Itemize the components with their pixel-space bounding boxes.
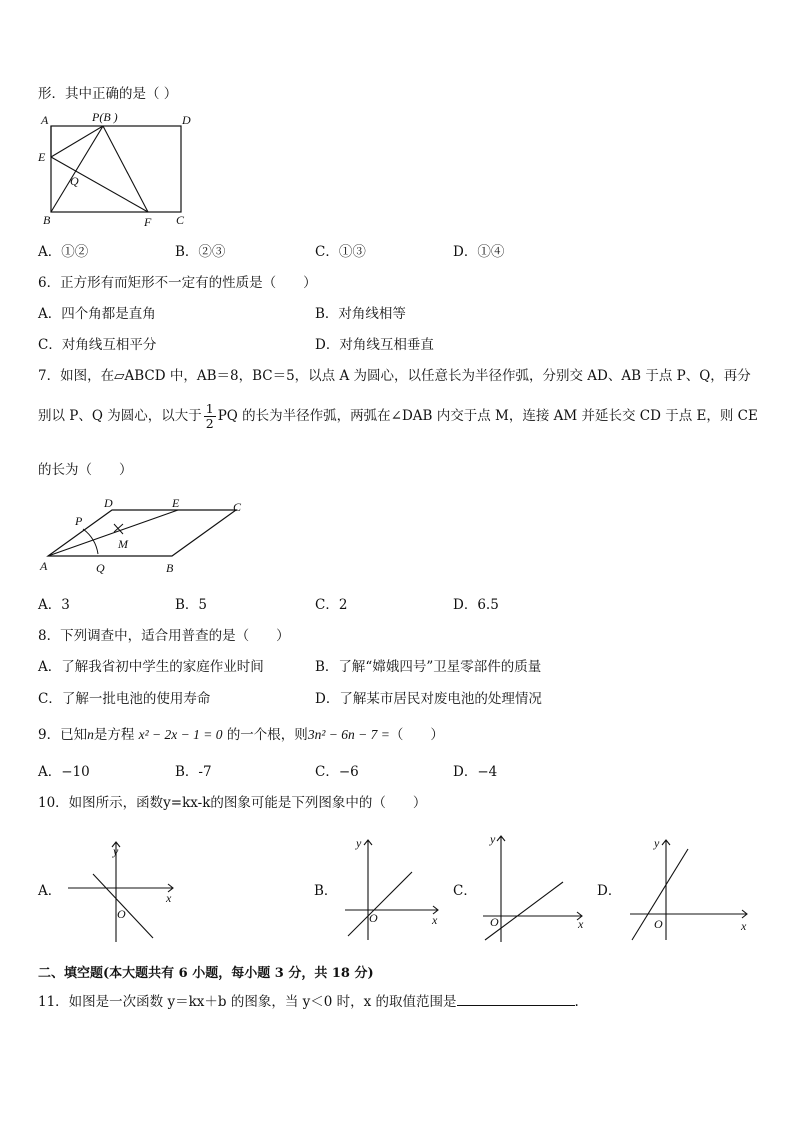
q10-stem: 10．如图所示，函数y=kx-k的图象可能是下列图象中的（ ） [38, 795, 427, 811]
q6-option-c[interactable]: C．对角线互相平分 [38, 337, 157, 353]
q9-option-a[interactable]: A．−10 [38, 764, 90, 780]
q9-expression: 3n² − 6n − 7 = [307, 727, 390, 742]
q10-c-x-label: x [578, 917, 584, 931]
q5-label-c: C [176, 213, 185, 227]
q10-a-origin: O [117, 907, 126, 921]
q10-b-origin: O [369, 911, 378, 925]
q7-figure [30, 492, 270, 584]
q7-line-ae [48, 510, 178, 556]
q9-text-d: （ ） [389, 727, 444, 743]
q11-answer-blank[interactable] [457, 991, 575, 1006]
q7-frac-num: 1 [205, 401, 214, 416]
q9-equation: x² − 2x − 1 = 0 [138, 727, 223, 742]
q9-n: n [87, 727, 94, 742]
q7-line1: 7．如图，在▱ABCD 中，AB＝8，BC＝5，以点 A 为圆心，以任意长为半径作弧，分别交 AD、AB 于点 P、Q，再分 [38, 368, 751, 384]
q5-label-d: D [182, 113, 191, 127]
q5-label-e: E [38, 150, 46, 164]
q7-option-b[interactable]: B．5 [175, 597, 208, 613]
q11-text: 11．如图是一次函数 y＝kx＋b 的图象，当 y＜0 时，x 的取值范围是 [38, 994, 457, 1010]
q10-letter-d[interactable]: D． [597, 883, 622, 899]
q5-label-q: Q [70, 174, 79, 188]
q5-label-pb: P(B ) [92, 110, 118, 124]
q7-fraction [204, 402, 216, 431]
q7-line3: 的长为（ ） [38, 462, 133, 478]
q10-graph-d[interactable] [625, 834, 755, 944]
q7-label-e: E [172, 496, 180, 510]
q10-letter-a[interactable]: A． [38, 883, 62, 899]
q10-a-y-label: y [113, 844, 119, 858]
q7-line2-a: 别以 P、Q 为圆心，以大于 [38, 408, 202, 424]
q8-option-c[interactable]: C．了解一批电池的使用寿命 [38, 691, 211, 707]
q10-d-x-label: x [741, 919, 747, 933]
q5-label-f: F [144, 215, 152, 229]
q7-option-d[interactable]: D．6.5 [453, 597, 499, 613]
q7-label-q: Q [96, 561, 105, 575]
q5-line-ep [51, 126, 103, 157]
q5-option-a[interactable]: A．①② [38, 244, 89, 260]
q10-graph-c[interactable] [480, 830, 590, 946]
q9-text-a: 9．已知 [38, 727, 88, 743]
q11-stem [38, 990, 579, 1010]
q8-option-b[interactable]: B．了解“嫦娥四号”卫星零部件的质量 [315, 659, 542, 675]
q5-stem-tail: 形．其中正确的是（ ） [38, 86, 178, 102]
q9-text-b: 是方程 [93, 727, 135, 743]
q10-b-y-label: y [356, 836, 362, 850]
section-2-title: 二、填空题(本大题共有 6 小题，每小题 3 分，共 18 分) [38, 966, 374, 981]
q6-stem: 6．正方形有而矩形不一定有的性质是（ ） [38, 275, 317, 291]
q10-a-x-label: x [166, 891, 172, 905]
q10-d-y-label: y [654, 836, 660, 850]
q7-label-b: B [166, 561, 174, 575]
q10-a-line [93, 874, 153, 938]
q10-c-y-label: y [490, 832, 496, 846]
q7-label-m: M [118, 537, 128, 551]
q7-option-c[interactable]: C．2 [315, 597, 348, 613]
q5-line-bp [51, 126, 103, 212]
q5-label-b: B [43, 213, 51, 227]
q10-d-origin: O [654, 917, 663, 931]
q7-label-a: A [40, 559, 48, 573]
q5-rect-top-right [51, 126, 181, 212]
q9-option-d[interactable]: D．−4 [453, 764, 498, 780]
q9-option-b[interactable]: B．-7 [175, 764, 212, 780]
q10-letter-b[interactable]: B． [314, 883, 338, 899]
q10-graph-a[interactable] [65, 838, 180, 946]
q10-b-line [348, 872, 412, 936]
q5-label-a: A [41, 113, 49, 127]
q10-c-line [485, 882, 563, 940]
q7-label-p: P [75, 514, 83, 528]
q7-line2-b: PQ 的长为半径作弧，两弧在∠DAB 内交于点 M，连接 AM 并延长交 CD 于点 E，则 CE [217, 408, 758, 424]
q10-letter-c[interactable]: C． [453, 883, 477, 899]
q5-option-b[interactable]: B．②③ [175, 244, 226, 260]
q9-option-c[interactable]: C．−6 [315, 764, 359, 780]
q7-option-a[interactable]: A．3 [38, 597, 70, 613]
q6-option-a[interactable]: A．四个角都是直角 [38, 306, 156, 322]
q7-label-c: C [233, 500, 242, 514]
q8-option-d[interactable]: D．了解某市居民对废电池的处理情况 [315, 691, 542, 707]
q9-stem [38, 723, 444, 743]
q6-option-d[interactable]: D．对角线互相垂直 [315, 337, 434, 353]
q10-graph-b[interactable] [340, 832, 445, 944]
q5-option-d[interactable]: D．①④ [453, 244, 505, 260]
q7-frac-den: 2 [205, 416, 214, 431]
q8-stem: 8．下列调查中，适合用普查的是（ ） [38, 628, 290, 644]
q7-label-d: D [104, 496, 113, 510]
q7-line2 [38, 402, 758, 431]
q11-end: . [574, 994, 579, 1010]
q8-option-a[interactable]: A．了解我省初中学生的家庭作业时间 [38, 659, 264, 675]
q9-text-c: 的一个根，则 [226, 727, 308, 743]
q6-option-b[interactable]: B．对角线相等 [315, 306, 406, 322]
q5-option-c[interactable]: C．①③ [315, 244, 366, 260]
q5-figure [30, 106, 200, 230]
q10-c-origin: O [490, 915, 499, 929]
q10-b-x-label: x [432, 913, 438, 927]
